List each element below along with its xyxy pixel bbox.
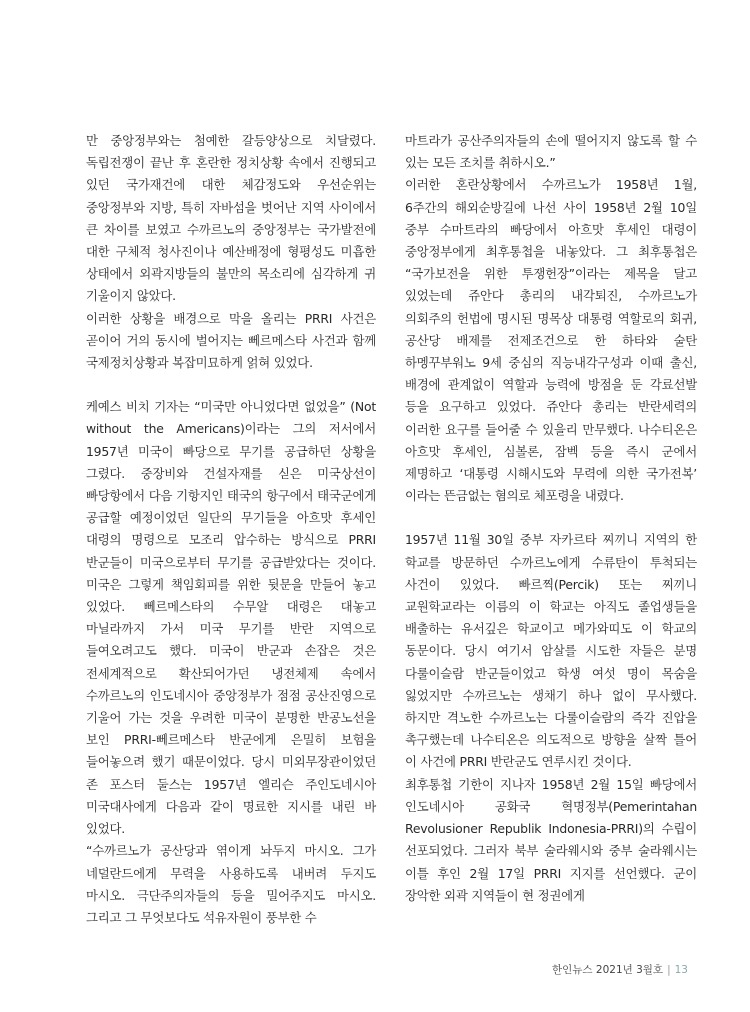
paragraph: 만 중앙정부와는 첨예한 갈등양상으로 치달렸다. 독립전쟁이 끝난 후 혼란한 정치상황 속에서 진행되고 있던 국가재건에 대한 체감정도와 우선순위는 중앙정부와 지방, 특히 자바섬을 벗어난 지역 사이에서 큰 차이를 보였고 수까르노의 중앙정부는 국가발전에 대한 구체적 청사진이나 예산배정에 형평성도 미흡한 상태에서 외곽지방들의 불만의 목소리에 심각하게 귀 기울이지 않았다. — [86, 133, 376, 304]
paragraph: 이러한 혼란상황에서 수까르노가 1958년 1월, 6주간의 해외순방길에 나선 사이 1958년 2월 10일 중부 수마트라의 빠당에서 아흐맛 후세인 대령이 중앙정부에게 최후통첩을 내놓았다. 그 최후통첩은 “국가보전을 위한 투쟁헌장”이라는 제목을 달고 있었는데 쥬안다 총리의 내각퇴진, 수까르노가 의회주의 헌법에 명시된 명목상 대통령 역할로의 회귀, 공산당 배제를 전제조건으로 한 하타와 술탄 하멩꾸부워노 9세 중심의 직능내각구성과 이때 출신, 배경에 관계없이 역할과 능력에 방점을 둔 각료선발 등을 요구하고 있었다. 쥬안다 총리는 반란세력의 이러한 요구를 들어줄 수 있을리 만무했다. 나수티온은 아흐맛 후세인, 심볼론, 잠벡 등을 즉시 군에서 제명하고 ‘대통령 시해시도와 무력에 의한 국가전복’ 이라는 뜬금없는 혐의로 체포령을 내렸다. — [405, 177, 697, 504]
page-footer — [552, 962, 688, 977]
publication-name: 한인뉴스 2021년 3월호 — [552, 964, 664, 976]
paragraph: 1957년 11월 30일 중부 자카르타 찌끼니 지역의 한 학교를 방문하던 수까르노에게 수류탄이 투척되는 사건이 있었다. 빠르찍(Percik) 또는 찌끼니 교원학교라는 이름의 이 학교는 아직도 졸업생들을 배출하는 유서깊은 학교이고 메가와띠도 이 학교의 동문이다. 당시 여기서 암살를 시도한 자들은 분명 다룰이슬람 반군들이었고 학생 여섯 명이 목숨을 잃었지만 수까르노는 생채기 하나 없이 무사했다. 하지만 격노한 수까르노는 다룰이슬람의 즉각 진압을 촉구했는데 나수티온은 의도적으로 방향을 살짝 틀어 이 사건에 PRRI 반란군도 연루시킨 것이다. — [405, 532, 697, 770]
paragraph: 케예스 비치 기자는 “미국만 아니었다면 없었을” (Not without the Americans)이라는 그의 저서에서 1957년 미국이 빠당으로 무기를 공급하던 상황을 그렸다. 중장비와 건설자재를 싣은 미국상선이 빠당항에서 다음 기항지인 태국의 항구에서 태국군에게 공급할 예정이었던 일단의 무기들을 아흐맛 후세인 대령의 명령으로 모조리 압수하는 방식으로 PRRI 반군들이 미국으로부터 무기를 공급받았다는 것이다. 미국은 그렇게 책임회피를 위한 뒷문을 만들어 놓고 있었다. 뻬르메스타의 수무알 대령은 대놓고 마닐라까지 가서 미국 무기를 반란 지역으로 들여오려고도 했다. 미국이 반군과 손잡은 것은 전세계적으로 확산되어가던 냉전체제 속에서 수까르노의 인도네시아 중앙정부가 점점 공산진영으로 기울어 가는 것을 우려한 미국이 분명한 반공노선을 보인 PRRI-뻬르메스타 반군에게 은밀히 보험을 들어놓으려 했기 때문이었다. 당시 미외무장관이었던 존 포스터 둘스는 1957년 엘리슨 주인도네시아 미국대사에게 다음과 같이 명료한 지시를 내린 바 있었다. — [86, 399, 376, 837]
left-column — [86, 130, 376, 929]
paragraph: 마트라가 공산주의자들의 손에 떨어지지 않도록 할 수 있는 모든 조치를 취하시오.” — [405, 133, 697, 171]
paragraph: 최후통첩 기한이 지나자 1958년 2월 15일 빠당에서 인도네시아 공화국 혁명정부(Pemerintahan Revolusioner Republik Indonesia-PRRI)의 수립이 선포되었다. 그러자 북부 술라웨시와 중부 술라웨시는 이틀 후인 2월 17일 PRRI 지지를 선언했다. 군이 장악한 외곽 지역들이 현 정권에게 — [405, 776, 697, 903]
paragraph: 이러한 상황을 배경으로 막을 올리는 PRRI 사건은 곧이어 거의 동시에 벌어지는 뻬르메스타 사건과 함께 국제정치상황과 복잡미묘하게 얽혀 있었다. — [86, 310, 376, 371]
footer-separator: | — [667, 964, 671, 976]
paragraph: “수까르노가 공산당과 엮이게 놔두지 마시오. 그가 네덜란드에게 무력을 사용하도록 내버려 두지도 마시오. 극단주의자들의 등을 밀어주지도 마시오. 그리고 그 무엇보다도 석유자원이 풍부한 수 — [86, 843, 376, 925]
page-number: 13 — [674, 964, 688, 976]
right-column — [405, 130, 697, 907]
